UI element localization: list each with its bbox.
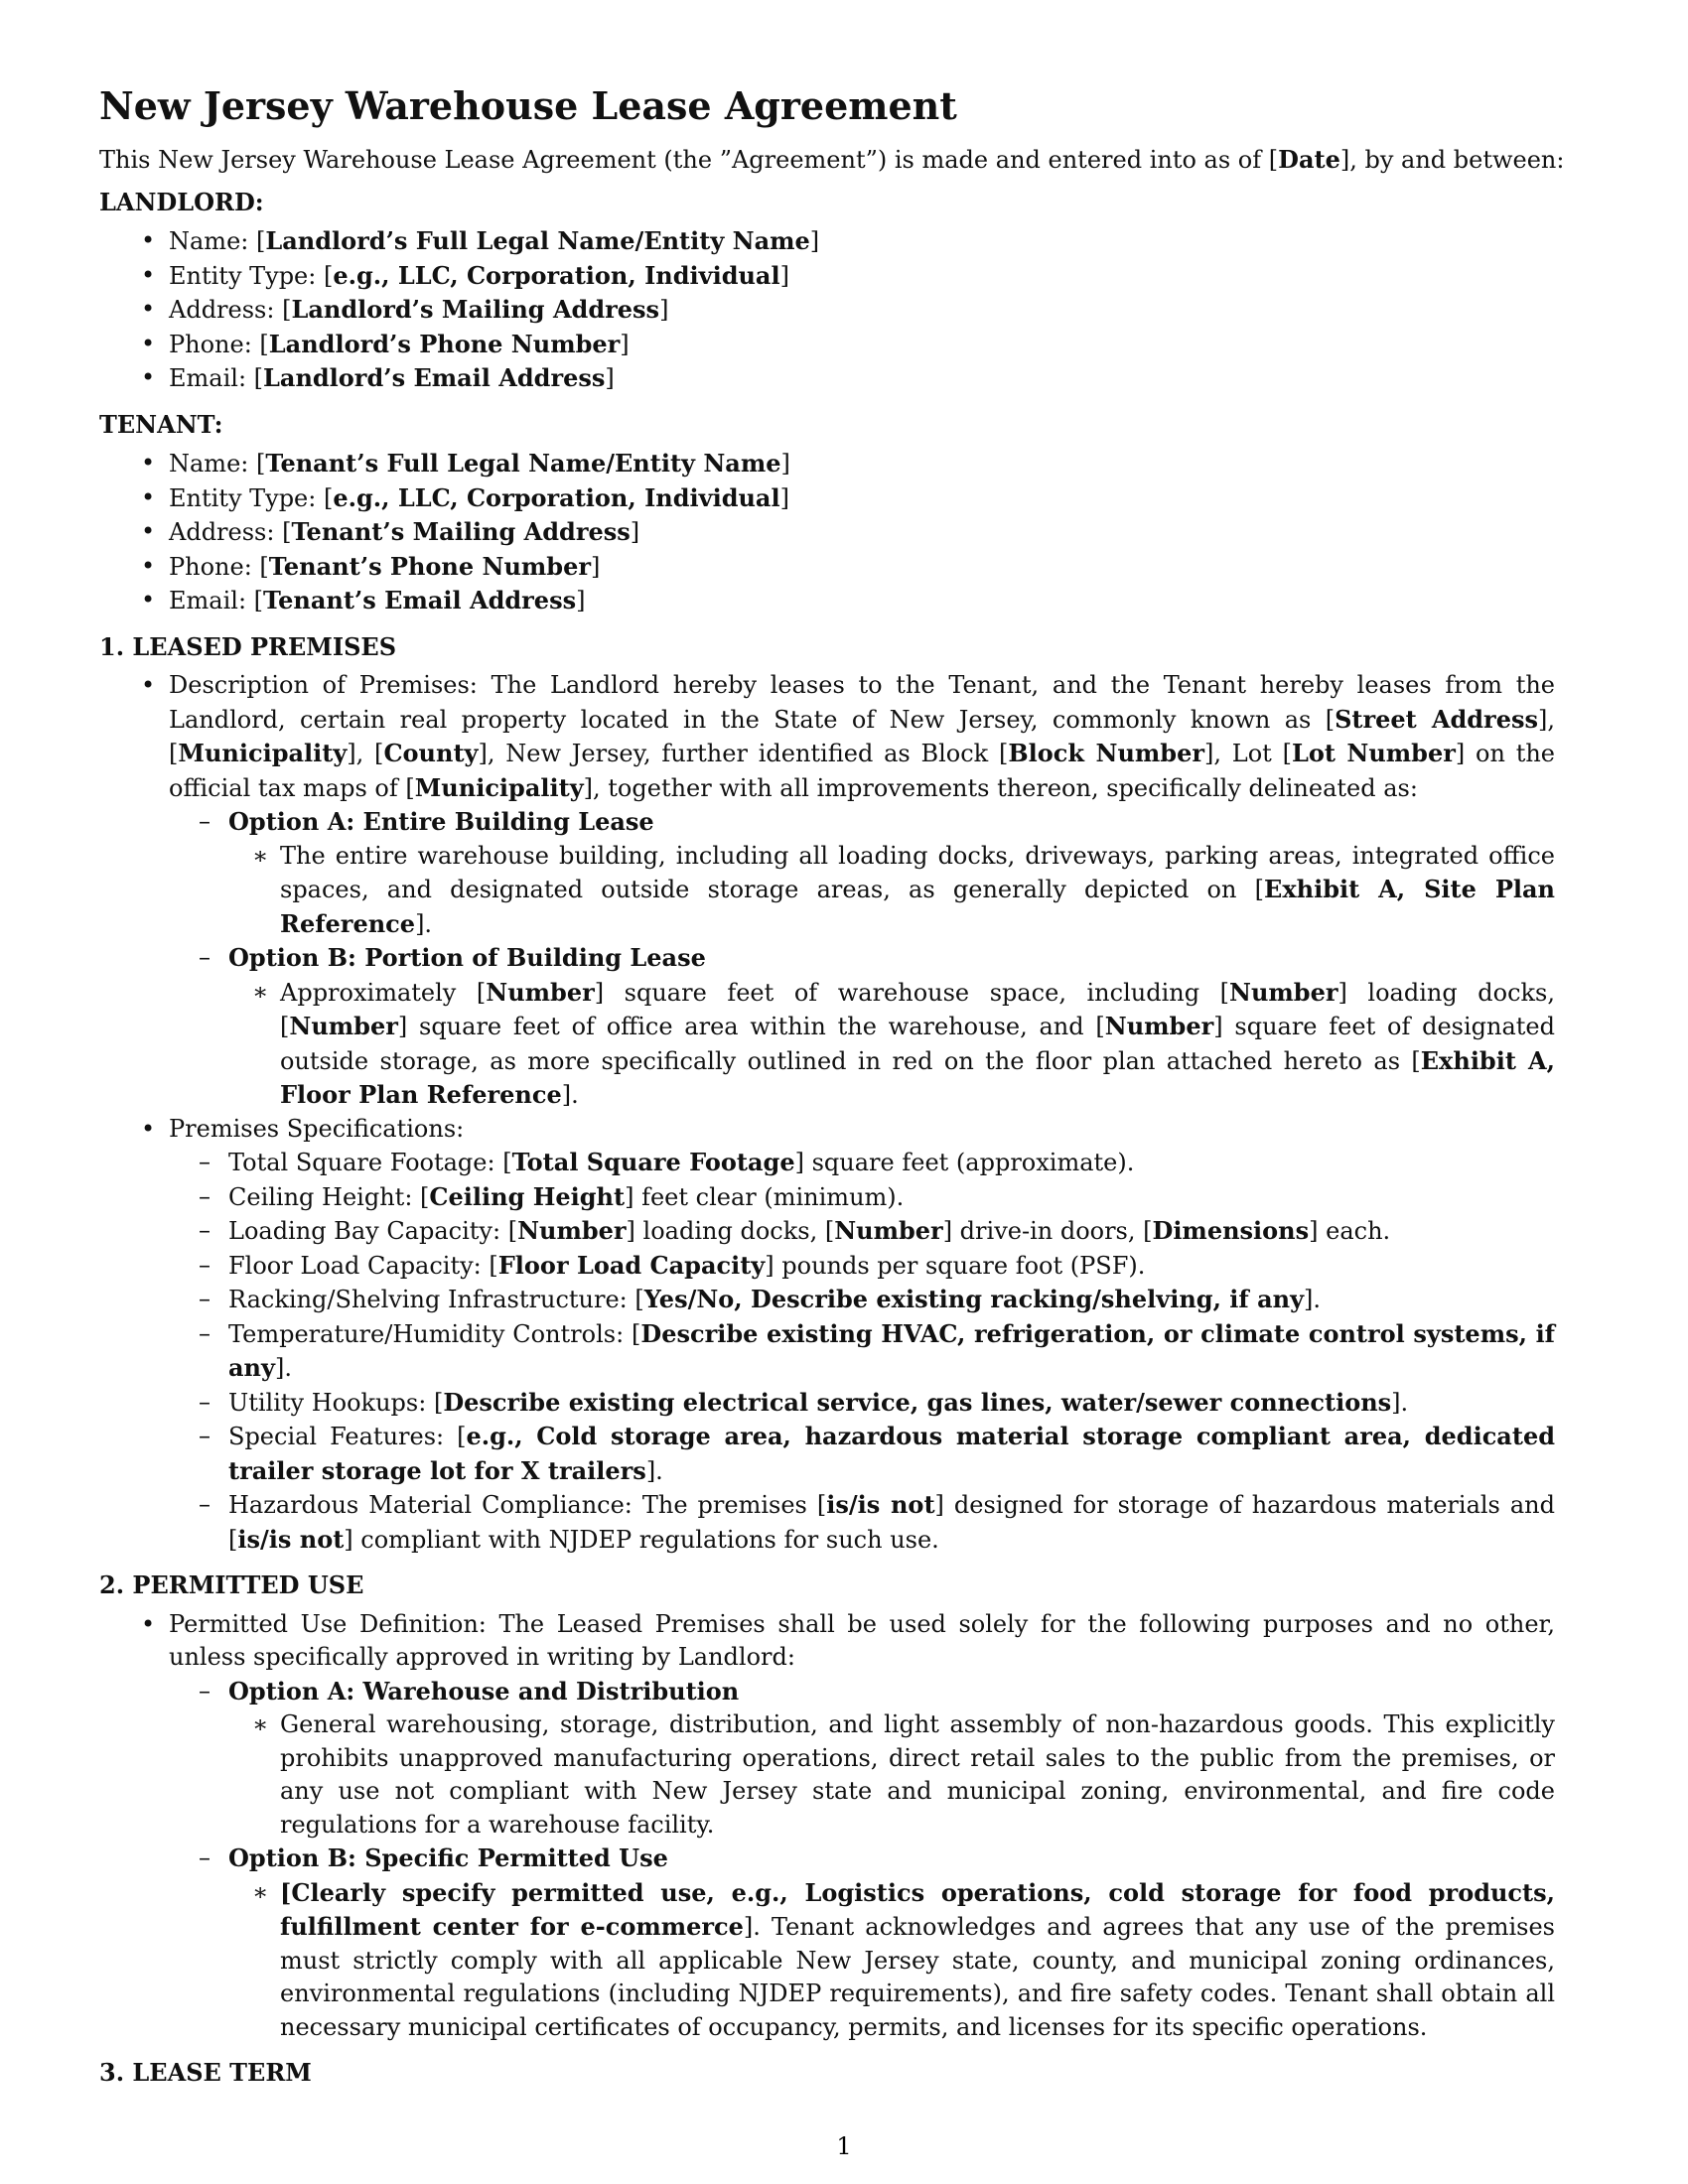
tenant-email: • Email: [Tenant’s Email Address] bbox=[141, 586, 586, 614]
spec-utility: – Utility Hookups: [Describe existing electrical service, gas lines, water/sewer connections]. bbox=[199, 1387, 1409, 1417]
landlord-heading: LANDLORD: bbox=[99, 187, 264, 216]
section-1-list bbox=[99, 669, 1589, 1557]
option-a-text: ∗ The entire warehouse building, including all loading docks, driveways, parking areas, integrated office spaces, and designated outside storage areas, as generally depicted on [Exhibit A, Site Plan Reference]. bbox=[252, 841, 1555, 938]
intro-date: Date bbox=[1278, 145, 1340, 174]
permitted-option-a: – Option A: Warehouse and Distribution ∗ General warehousing, storage, distribution, and light assembly of non-hazardous goods. This explicitly prohibits unapproved manufacturing operations, direct retail sales to the public from the premises, or any use not compliant with New Jersey state and municipal zoning, environmental, and fire code regulations for a warehouse facility. bbox=[169, 1675, 1555, 1843]
permitted-use-definition: • Permitted Use Definition: The Leased Premises shall be used solely for the following purposes and no other, unless specifically approved in writing by Landlord: – Option A: Warehouse and Distribution ∗ General warehousing, storage, distribution, and light assembly of non-hazardous goods. This explicitly prohibits unapproved manufacturing operations, direct retail sales to the public from the premises, or any use not compliant with New Jersey state and municipal zoning, environmental, and fire code regulations for a warehouse facility. – Option B: Specific Permitted Use ∗ [Clearly specify permitted use, e.g., Logistics operations, cold storage for food products, fulfillment center for e-commerce]. Tenant acknowledges and agrees that any use of the premises must strictly comply with all applicable New Jersey state, county, and municipal zoning ordinances, environmental regulations (including NJDEP requirements), and fire safety codes. Tenant shall obtain all necessary municipal certificates of occupancy, permits, and licenses for its specific operations. bbox=[99, 1608, 1589, 2045]
option-b-portion-building: – Option B: Portion of Building Lease ∗ Approximately [Number] square feet of warehouse space, including [Number] loading docks, [Number] square feet of office area within the warehouse, and [Number] square feet of designated outside storage, as more specifically outlined in red on the floor plan attached hereto as [Exhibit A, Floor Plan Reference]. bbox=[169, 941, 1555, 1113]
landlord-phone: • Phone: [Landlord’s Phone Number] bbox=[141, 329, 630, 358]
intro-paragraph bbox=[99, 143, 1589, 178]
landlord-list bbox=[99, 224, 1589, 396]
tenant-list bbox=[99, 447, 1589, 618]
option-b-details bbox=[228, 976, 1555, 1113]
spec-ceiling-height: – Ceiling Height: [Ceiling Height] feet clear (minimum). bbox=[199, 1181, 905, 1211]
spec-floor-load: – Floor Load Capacity: [Floor Load Capacity] pounds per square foot (PSF). bbox=[199, 1250, 1146, 1280]
section-3-heading: 3. LEASE TERM bbox=[99, 2058, 312, 2087]
page-number: 1 bbox=[836, 2132, 852, 2160]
permitted-option-b-details bbox=[228, 1876, 1555, 2045]
permitted-option-a-details bbox=[228, 1708, 1555, 1842]
premises-options bbox=[99, 805, 1555, 1113]
spec-temperature: – Temperature/Humidity Controls: [Describe existing HVAC, refrigeration, or climate control systems, if any]. bbox=[199, 1318, 1556, 1382]
landlord-email: • Email: [Landlord’s Email Address] bbox=[141, 363, 615, 392]
landlord-entity-type: • Entity Type: [e.g., LLC, Corporation, Individual] bbox=[141, 260, 789, 290]
premises-specifications: • Premises Specifications: – Total Square Footage: [Total Square Footage] square feet (approximate). – Ceiling Height: [Ceiling Height] feet clear (minimum). – Loading Bay Capacity: [Number] loading docks, [Number] drive-in doors, [Dimensions] each. – Floor Load Capacity: [Floor Load Capacity] pounds per square foot (PSF). – Racking/Shelving Infrastructure: [Yes/No, Describe existing racking/shelving, if any]. – Temperature/Humidity Controls: [Describe existing HVAC, refrigeration, or climate control systems, if any]. – Utility Hookups: [Describe existing electrical service, gas lines, water/sewer connections]. – Special Features: [e.g., Cold storage area, hazardous material storage compliant area, dedicated trailer storage lot for X trailers]. – Hazardous Material Compliance: The premises [is/is not] designed for storage of hazardous materials and [is/is not] compliant with NJDEP regulations for such use. bbox=[99, 1113, 1589, 1558]
section-2-list bbox=[99, 1608, 1589, 2045]
document-page bbox=[99, 83, 1589, 2096]
option-b-text: ∗ Approximately [Number] square feet of warehouse space, including [Number] loading docks, [Number] square feet of office area within the warehouse, and [Number] square feet of designated outside storage, as more specifically outlined in red on the floor plan attached hereto as [Exhibit A, Floor Plan Reference]. bbox=[252, 977, 1556, 1109]
tenant-heading: TENANT: bbox=[99, 409, 223, 439]
tenant-entity-type: • Entity Type: [e.g., LLC, Corporation, Individual] bbox=[141, 482, 789, 512]
spec-loading-bay: – Loading Bay Capacity: [Number] loading docks, [Number] drive-in doors, [Dimensions] each. bbox=[199, 1216, 1391, 1245]
tenant-address: • Address: [Tenant’s Mailing Address] bbox=[141, 517, 640, 546]
spec-hazardous: – Hazardous Material Compliance: The premises [is/is not] designed for storage of hazardous materials and [is/is not] compliant with NJDEP regulations for such use. bbox=[199, 1490, 1555, 1554]
section-1-heading: 1. LEASED PREMISES bbox=[99, 631, 397, 661]
permitted-option-a-text: ∗ General warehousing, storage, distribution, and light assembly of non-hazardous goods. This explicitly prohibits unapproved manufacturing operations, direct retail sales to the public from the premises, or any use not compliant with New Jersey state and municipal zoning, environmental, and fire code regulations for a warehouse facility. bbox=[252, 1710, 1555, 1839]
spec-racking: – Racking/Shelving Infrastructure: [Yes/No, Describe existing racking/shelving, if any]. bbox=[199, 1285, 1322, 1313]
permitted-option-b: – Option B: Specific Permitted Use ∗ [Clearly specify permitted use, e.g., Logistics operations, cold storage for food products, fulfillment center for e-commerce]. Tenant acknowledges and agrees that any use of the premises must strictly comply with all applicable New Jersey state, county, and municipal zoning ordinances, environmental regulations (including NJDEP requirements), and fire safety codes. Tenant shall obtain all necessary municipal certificates of occupancy, permits, and licenses for its specific operations. bbox=[169, 1842, 1555, 2044]
intro-text-end: ], by and between: bbox=[1339, 146, 1565, 174]
landlord-address: • Address: [Landlord’s Mailing Address] bbox=[141, 295, 669, 324]
spec-special-features: – Special Features: [e.g., Cold storage area, hazardous material storage compliant area, dedicated trailer storage lot for X trailers]. bbox=[199, 1422, 1555, 1485]
spec-square-footage: – Total Square Footage: [Total Square Footage] square feet (approximate). bbox=[199, 1148, 1135, 1176]
intro-text: This New Jersey Warehouse Lease Agreement (the ”Agreement”) is made and entered into as of [ bbox=[99, 146, 1279, 174]
option-a-entire-building: – Option A: Entire Building Lease ∗ The entire warehouse building, including all loading docks, driveways, parking areas, integrated office spaces, and designated outside storage areas, as generally depicted on [Exhibit A, Site Plan Reference]. bbox=[169, 805, 1555, 941]
tenant-phone: • Phone: [Tenant’s Phone Number] bbox=[141, 551, 601, 581]
document-title: New Jersey Warehouse Lease Agreement bbox=[99, 83, 957, 128]
tenant-name: • Name: [Tenant’s Full Legal Name/Entity Name] bbox=[141, 449, 790, 478]
permitted-use-options bbox=[99, 1675, 1555, 2045]
specifications-list bbox=[99, 1146, 1555, 1557]
premises-description: • Description of Premises: The Landlord hereby leases to the Tenant, and the Tenant hereby leases from the Landlord, certain real property located in the State of New Jersey, commonly known as [Street Address], [Municipality], [County], New Jersey, further identified as Block [Block Number], Lot [Lot Number] on the official tax maps of [Municipality], together with all improvements thereon, specifically delineated as: – Option A: Entire Building Lease ∗ The entire warehouse building, including all loading docks, driveways, parking areas, integrated office spaces, and designated outside storage areas, as generally depicted on [Exhibit A, Site Plan Reference]. – Option B: Portion of Building Lease ∗ Approximately [Number] square feet of warehouse space, including [Number] loading docks, [Number] square feet of office area within the warehouse, and [Number] square feet of designated outside storage, as more specifically outlined in red on the floor plan attached hereto as [Exhibit A, Floor Plan Reference]. bbox=[99, 669, 1589, 1113]
landlord-name: • Name: [Landlord’s Full Legal Name/Entity Name] bbox=[141, 226, 820, 255]
section-2-heading: 2. PERMITTED USE bbox=[99, 1570, 364, 1599]
option-a-details bbox=[228, 840, 1555, 942]
permitted-option-b-text: ∗ [Clearly specify permitted use, e.g., Logistics operations, cold storage for food products, fulfillment center for e-commerce]. Tenant acknowledges and agrees that any use of the premises must strictly comply with all applicable New Jersey state, county, and municipal zoning ordinances, environmental regulations (including NJDEP requirements), and fire safety codes. Tenant shall obtain all necessary municipal certificates of occupancy, permits, and licenses for its specific operations. bbox=[252, 1877, 1555, 2041]
